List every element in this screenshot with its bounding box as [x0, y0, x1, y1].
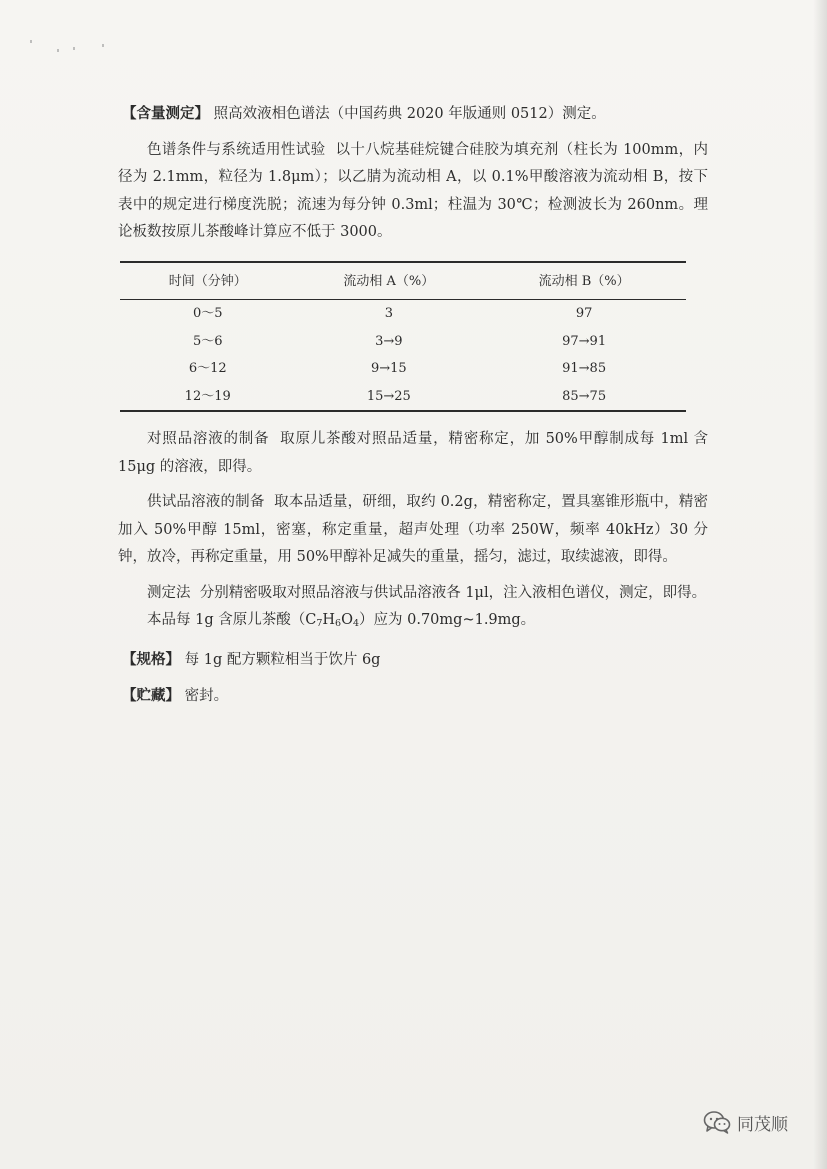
- reference-solution-paragraph: [118, 426, 708, 481]
- chromatography-paragraph: [118, 137, 708, 247]
- formula-element: O: [341, 612, 353, 628]
- cell-time: 6～12: [188, 361, 227, 376]
- table-row: [120, 328, 686, 356]
- table-row: [120, 355, 686, 383]
- table-row: [120, 383, 686, 412]
- document-body: [118, 100, 708, 711]
- wechat-icon: [703, 1110, 731, 1134]
- storage-heading: 【贮藏】: [122, 687, 180, 704]
- chromatography-lead: 色谱条件与系统适用性试验: [147, 141, 326, 158]
- cell-phase-a: 3: [384, 306, 393, 321]
- assay-paragraph: [122, 100, 708, 129]
- table-row: [120, 300, 686, 328]
- formula-subscript: 7: [316, 618, 323, 629]
- content-limit-paragraph: [118, 607, 708, 638]
- cell-time: 12～19: [120, 383, 295, 412]
- reference-solution-lead: 对照品溶液的制备: [147, 431, 270, 447]
- scan-speck: [102, 44, 104, 47]
- cell-phase-b: 97→91: [562, 333, 607, 349]
- content-limit-text-1: 本品每 1g 含原儿茶酸（C: [147, 612, 317, 628]
- method-text: 分别精密吸取对照品溶液与供试品溶液各 1μl，注入液相色谱仪，测定，即得。: [199, 584, 707, 601]
- source-watermark: [703, 1107, 788, 1137]
- assay-heading: 【含量测定】: [122, 105, 209, 122]
- header-time: 时间（分钟）: [120, 262, 295, 300]
- watermark-label: 同茂顺: [737, 1114, 788, 1135]
- specification-paragraph: [122, 646, 708, 675]
- formula-subscript: 6: [335, 618, 342, 629]
- storage-paragraph: [122, 682, 708, 711]
- table-header-row: [120, 262, 686, 300]
- reference-solution-text: 取原儿茶酸对照品适量，精密称定，加 50%甲醇制成每 1ml 含 15μg 的溶液，即得。: [118, 431, 709, 475]
- test-solution-text: 取本品适量，研细，取约 0.2g，精密称定，置具塞锥形瓶中，精密加入 50%甲醇 15ml，密塞，称定重量，超声处理（功率 250W，频率 40kHz）30 分钟，放冷，再称定重量，用 50%甲醇补足减失的重量，摇匀，滤过，取续滤液，即得。: [118, 494, 709, 565]
- header-phase-b: 流动相 B（%）: [482, 262, 686, 300]
- gradient-table: [120, 261, 686, 413]
- cell-phase-b: 91→85: [562, 361, 607, 376]
- method-paragraph: [118, 580, 708, 608]
- content-limit-text-2: ）应为 0.70mg~1.9mg。: [359, 612, 536, 628]
- cell-time: 5～6: [192, 333, 223, 349]
- formula-element: H: [322, 612, 336, 628]
- cell-phase-b: 97: [575, 306, 593, 321]
- scan-speck: [30, 40, 32, 43]
- cell-phase-a: 9→15: [370, 361, 407, 376]
- method-lead: 测定法: [147, 584, 191, 601]
- specification-heading: 【规格】: [122, 650, 180, 668]
- test-solution-paragraph: [118, 489, 708, 572]
- cell-phase-b: 85→75: [482, 383, 686, 412]
- specification-text: 每 1g 配方颗粒相当于饮片 6g: [184, 651, 381, 668]
- test-solution-lead: 供试品溶液的制备: [147, 494, 265, 510]
- formula-subscript: 4: [352, 618, 360, 629]
- cell-phase-a: 3→9: [375, 333, 403, 349]
- scan-edge-shadow: [813, 0, 827, 1169]
- header-phase-a: 流动相 A（%）: [295, 262, 482, 300]
- scan-speck: [73, 47, 75, 50]
- scan-speck: [57, 49, 59, 52]
- storage-text: 密封。: [184, 688, 229, 704]
- assay-intro: 照高效液相色谱法（中国药典 2020 年版通则 0512）测定。: [213, 106, 606, 122]
- chromatography-text: 以十八烷基硅烷键合硅胶为填充剂（柱长为 100mm，内径为 2.1mm，粒径为 1.8μm）；以乙腈为流动相 A，以 0.1%甲酸溶液为流动相 B，按下表中的规定进行梯度洗脱；流速为每分钟 0.3ml；柱温为 30℃；检测波长为 260nm。理论板数按原儿茶酸峰计算应不低于 3000。: [118, 141, 708, 240]
- cell-time: 0～5: [192, 306, 223, 321]
- cell-phase-a: 15→25: [295, 383, 482, 412]
